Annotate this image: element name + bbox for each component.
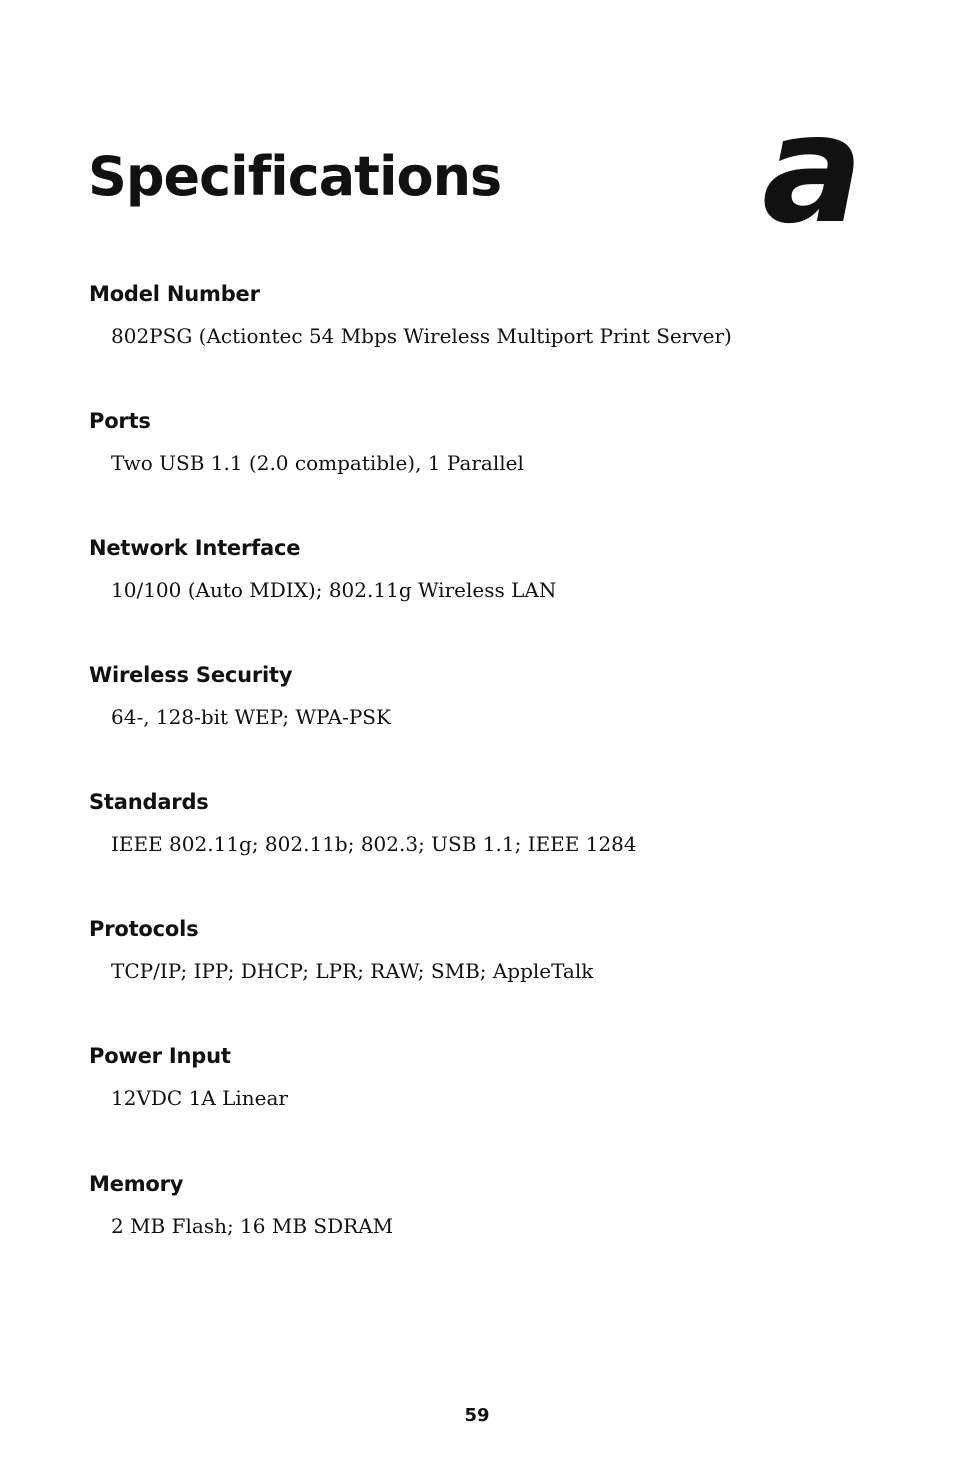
- spec-heading: Protocols: [89, 917, 199, 941]
- spec-heading: Power Input: [89, 1044, 231, 1068]
- spec-value: 12VDC 1A Linear: [111, 1086, 288, 1110]
- spec-heading: Standards: [89, 790, 209, 814]
- page-number: 59: [464, 1405, 490, 1426]
- spec-value: 64-, 128-bit WEP; WPA-PSK: [111, 705, 391, 729]
- appendix-letter: a: [762, 83, 860, 257]
- spec-value: 2 MB Flash; 16 MB SDRAM: [111, 1214, 394, 1238]
- spec-value: 10/100 (Auto MDIX); 802.11g Wireless LAN: [111, 578, 557, 602]
- spec-value: Two USB 1.1 (2.0 compatible), 1 Parallel: [111, 451, 524, 475]
- spec-heading: Model Number: [89, 282, 260, 306]
- spec-heading: Wireless Security: [89, 663, 293, 687]
- spec-value: 802PSG (Actiontec 54 Mbps Wireless Multiport Print Server): [111, 324, 732, 348]
- spec-heading: Network Interface: [89, 536, 301, 560]
- spec-heading: Ports: [89, 409, 151, 433]
- spec-heading: Memory: [89, 1172, 184, 1196]
- spec-value: IEEE 802.11g; 802.11b; 802.3; USB 1.1; IEEE 1284: [111, 832, 637, 856]
- page-title: Specifications: [88, 145, 502, 208]
- spec-value: TCP/IP; IPP; DHCP; LPR; RAW; SMB; AppleTalk: [111, 959, 594, 983]
